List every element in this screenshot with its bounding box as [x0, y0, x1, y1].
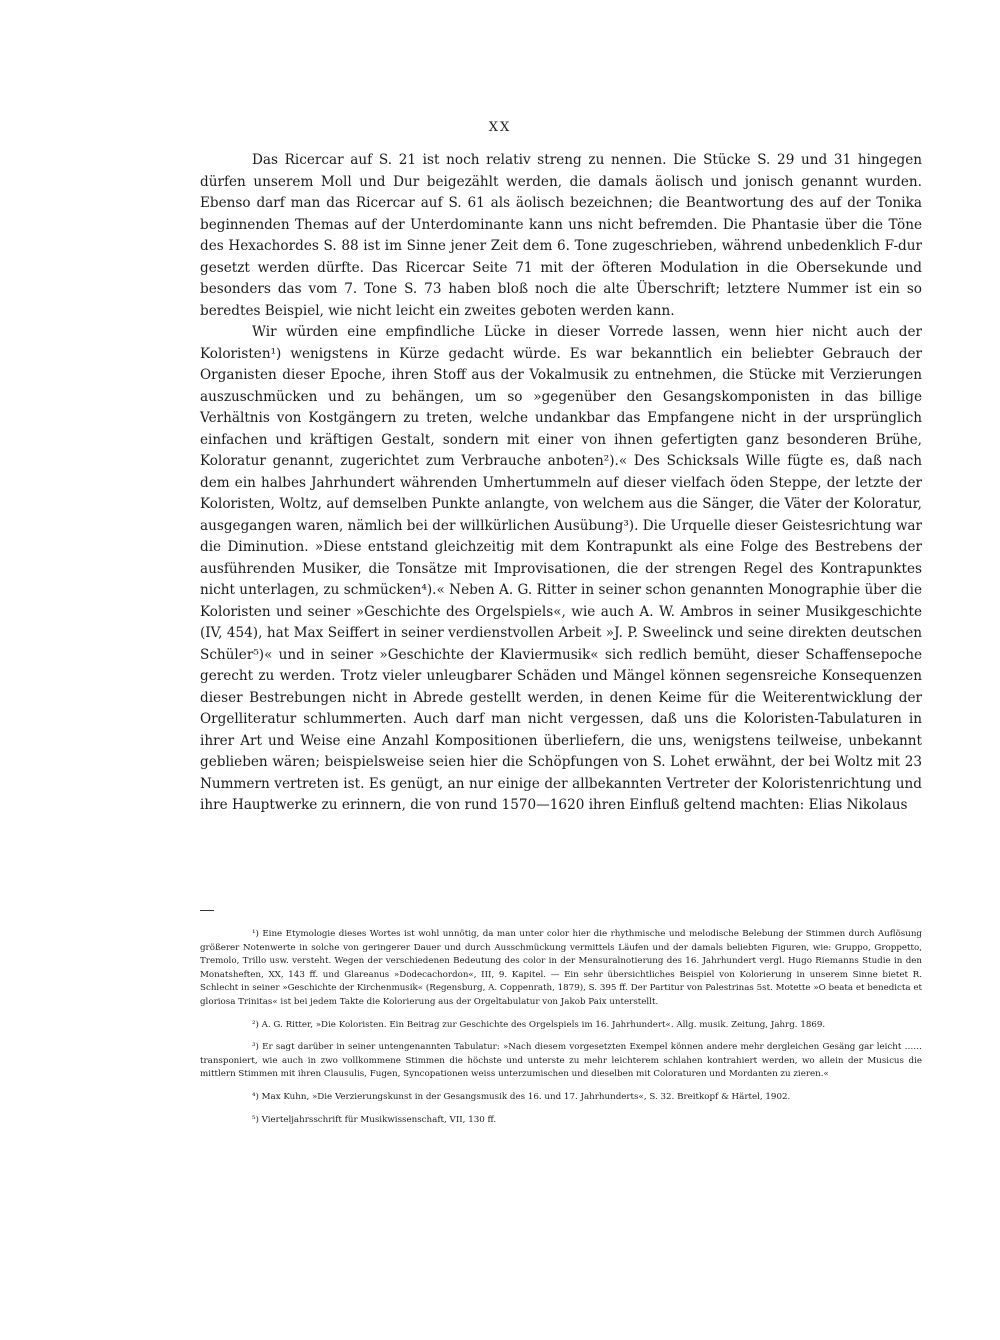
footnotes — [200, 928, 922, 1136]
footnote-3: ³) Er sagt darüber in seiner untengenannten Tabulatur: »Nach diesem vorgesetzten Exempel können andere mehr dergleichen Gesäng gar leicht …… transponiert, wie auch in zwo vollkommene Stimmen die höchste und unterste zu mehr leichterem schlahen kontrahiert werden, wo allein der Musicus die mittlern Stimmen mit ihren Clausulis, Fugen, Syncopationen weiss unterzumischen und dieselben mit Coloraturen und Mordanten zu zieren.« — [200, 1042, 922, 1080]
footnote-4: ⁴) Max Kuhn, »Die Verzierungskunst in der Gesangsmusik des 16. und 17. Jahrhunderts«, S. 32. Breitkopf & Härtel, 1902. — [252, 1091, 791, 1102]
paragraph-1: Das Ricercar auf S. 21 ist noch relativ streng zu nennen. Die Stücke S. 29 und 31 hingegen dürfen unserem Moll und Dur beigezählt werden, die damals äolisch und jonisch genannt wurden. Ebenso darf man das Ricercar auf S. 61 als äolisch bezeichnen; die Beantwortung des auf der Tonika beginnenden Themas auf der Unterdominante kann uns nicht befremden. Die Phantasie über die Töne des Hexachordes S. 88 ist im Sinne jener Zeit dem 6. Tone zugeschrieben, während unbedenklich F-dur gesetzt werden dürfte. Das Ricercar Seite 71 mit der öfteren Modulation in die Obersekunde und besonders das vom 7. Tone S. 73 haben bloß noch die alte Überschrift; letztere Nummer ist ein so beredtes Beispiel, wie nicht leicht ein zweites geboten werden kann. — [200, 152, 922, 319]
footnote-5: ⁵) Vierteljahrsschrift für Musikwissenschaft, VII, 130 ff. — [252, 1114, 497, 1125]
footnote-2: ²) A. G. Ritter, »Die Koloristen. Ein Beitrag zur Geschichte des Orgelspiels im 16. Jahrhundert«. Allg. musik. Zeitung, Jahrg. 1869. — [252, 1019, 826, 1030]
footnote-separator — [200, 910, 214, 911]
body-text — [200, 150, 922, 817]
footnote-1: ¹) Eine Etymologie dieses Wortes ist wohl unnötig, da man unter color hier die rhythmische und melodische Belebung der Stimmen durch Auflösung größerer Notenwerte in solche von geringerer Dauer und durch Ausschmückung vermittels Läufen und der damals beliebten Figuren, wie: Gruppo, Groppetto, Tremolo, Trillo usw. versteht. Wegen der verschiedenen Bedeutung des color in der Mensuralnotierung des 16. Jahrhundert vergl. Hugo Riemanns Studie in den Monatsheften, XX, 143 ff. und Glareanus »Dodecachordon«, III, 9. Kapitel. — Ein sehr übersichtliches Beispiel von Kolorierung in unserem Sinne bietet R. Schlecht in seiner »Geschichte der Kirchenmusik« (Regensburg, A. Coppenrath, 1879), S. 395 ff. Der Partitur von Palestrinas 5st. Motette »O beata et benedicta et gloriosa Trinitas« ist bei jedem Takte die Kolorierung aus der Orgeltabulatur von Jakob Paix unterstellt. — [200, 929, 922, 1007]
page-number: XX — [488, 120, 512, 135]
paragraph-2: Wir würden eine empfindliche Lücke in dieser Vorrede lassen, wenn hier nicht auch der Koloristen¹) wenigstens in Kürze gedacht würde. Es war bekanntlich ein beliebter Gebrauch der Organisten dieser Epoche, ihren Stoff aus der Vokalmusik zu entnehmen, die Stücke mit Verzierungen auszuschmücken und zu behängen, um so »gegenüber den Gesangskomponisten in das billige Verhältnis von Kostgängern zu treten, welche undankbar das Empfangene nicht in der ursprünglich einfachen und kräftigen Gestalt, sondern mit einer von ihnen gefertigten ganz besonderen Brühe, Koloratur genannt, zugerichtet zum Verbrauche anboten²).« Des Schicksals Wille fügte es, daß nach dem ein halbes Jahrhundert währenden Umhertummeln auf dieser vielfach öden Steppe, der letzte der Koloristen, Woltz, auf demselben Punkte anlangte, von welchem aus die Sänger, die Väter der Koloratur, ausgegangen waren, nämlich bei der willkürlichen Ausübung³). Die Urquelle dieser Geistesrichtung war die Diminution. »Diese entstand gleichzeitig mit dem Kontrapunkt als eine Folge des Bestrebens der ausführenden Musiker, die Tonsätze mit Improvisationen, die der strengen Regel des Kontrapunktes nicht unterlagen, zu schmücken⁴).« Neben A. G. Ritter in seiner schon genannten Monographie über die Koloristen und seiner »Geschichte des Orgelspiels«, wie auch A. W. Ambros in seiner Musikgeschichte (IV, 454), hat Max Seiffert in seiner verdienstvollen Arbeit »J. P. Sweelinck und seine direkten deutschen Schüler⁵)« und in seiner »Geschichte der Klaviermusik« sich redlich bemüht, dieser Schaffensepoche gerecht zu werden. Trotz vieler unleugbarer Schäden und Mängel können segensreiche Konsequenzen dieser Bestrebungen nicht in Abrede gestellt werden, in denen Keime für die Weiterentwicklung der Orgelliteratur schlummerten. Auch darf man nicht vergessen, daß uns die Koloristen-Tabulaturen in ihrer Art und Weise eine Anzahl Kompositionen überliefern, die uns, wenigstens teilweise, unbekannt geblieben wären; beispielsweise seien hier die Schöpfungen von S. Lohet erwähnt, der bei Woltz mit 23 Nummern vertreten ist. Es genügt, an nur einige der allbekannten Vertreter der Koloristenrichtung und ihre Hauptwerke zu erinnern, die von rund 1570—1620 ihren Einfluß geltend machten: Elias Nikolaus — [200, 324, 922, 813]
